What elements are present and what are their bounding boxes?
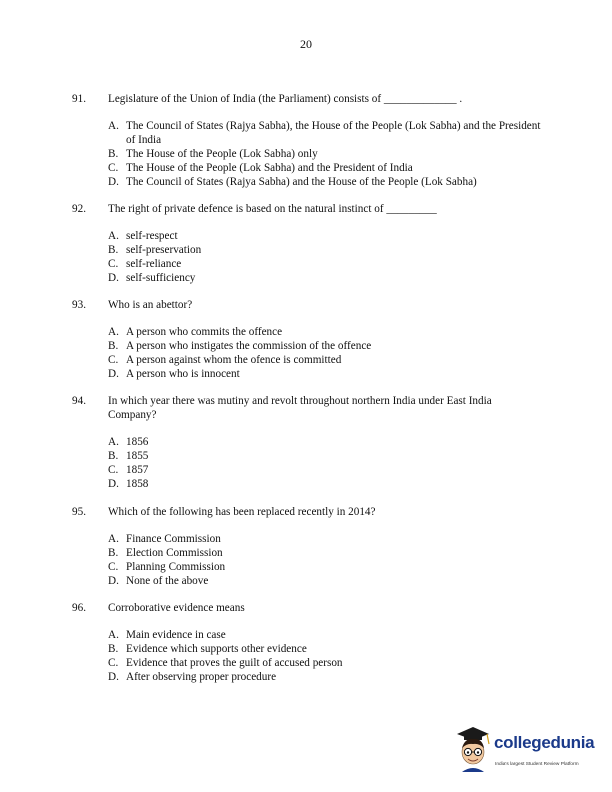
question-92 — [72, 202, 542, 285]
option-letter: C. — [108, 464, 119, 476]
option-letter: D. — [108, 368, 119, 380]
question-number: 92. — [72, 203, 86, 215]
option-letter: A. — [108, 533, 119, 545]
option-text: Election Commission — [126, 547, 223, 559]
option-letter: B. — [108, 547, 119, 559]
option-text: The House of the People (Lok Sabha) only — [126, 148, 318, 160]
option-text: After observing proper procedure — [126, 671, 277, 683]
option-letter: C. — [108, 258, 119, 270]
option-text: None of the above — [126, 575, 209, 587]
question-text: Legislature of the Union of India (the Parliament) consists of _____________ . — [108, 93, 463, 105]
option-text: Main evidence in case — [126, 629, 226, 641]
option-letter: C. — [108, 354, 119, 366]
option-c — [108, 257, 542, 271]
option-letter: A. — [108, 629, 119, 641]
options-list — [108, 435, 542, 491]
option-letter: D. — [108, 671, 119, 683]
option-a — [108, 532, 542, 546]
option-letter: D. — [108, 575, 119, 587]
option-text: A person who commits the offence — [126, 326, 283, 338]
option-c — [108, 656, 542, 670]
option-b — [108, 546, 542, 560]
option-letter: B. — [108, 340, 119, 352]
question-91 — [72, 92, 542, 189]
question-number: 95. — [72, 506, 86, 518]
option-letter: C. — [108, 657, 119, 669]
options-list — [108, 532, 542, 588]
option-a — [108, 325, 542, 339]
option-c — [108, 560, 542, 574]
question-text: In which year there was mutiny and revolt throughout northern India under East India Company? — [108, 395, 492, 421]
question-text: Which of the following has been replaced recently in 2014? — [108, 506, 376, 518]
option-text: 1857 — [126, 464, 149, 476]
collegedunia-logo — [453, 724, 603, 774]
option-letter: B. — [108, 244, 119, 256]
option-a — [108, 628, 542, 642]
option-d — [108, 477, 542, 491]
option-letter: B. — [108, 450, 119, 462]
option-c — [108, 463, 542, 477]
question-number: 96. — [72, 602, 86, 614]
option-d — [108, 367, 542, 381]
option-letter: A. — [108, 120, 119, 132]
option-b — [108, 243, 542, 257]
option-letter: D. — [108, 272, 119, 284]
option-text: self-preservation — [126, 244, 202, 256]
option-d — [108, 574, 542, 588]
logo-name: collegedunia — [494, 733, 595, 752]
logo-tagline: India's largest Student Review Platform — [495, 762, 579, 767]
option-c — [108, 353, 542, 367]
option-letter: B. — [108, 148, 119, 160]
option-text: Evidence that proves the guilt of accused person — [126, 657, 343, 669]
option-text: Planning Commission — [126, 561, 226, 573]
page-number: 20 — [300, 37, 312, 51]
option-a — [108, 229, 542, 243]
option-d — [108, 670, 542, 684]
option-text: 1855 — [126, 450, 149, 462]
option-text: Evidence which supports other evidence — [126, 643, 307, 655]
question-number: 93. — [72, 299, 86, 311]
question-96 — [72, 601, 542, 684]
option-letter: A. — [108, 326, 119, 338]
options-list — [108, 229, 542, 285]
option-d — [108, 175, 542, 189]
option-letter: D. — [108, 478, 119, 490]
question-text: The right of private defence is based on the natural instinct of _________ — [108, 203, 437, 215]
option-text: Finance Commission — [126, 533, 221, 545]
option-letter: B. — [108, 643, 119, 655]
question-93 — [72, 298, 542, 381]
option-b — [108, 147, 542, 161]
option-text: self-sufficiency — [126, 272, 196, 284]
option-text: A person who is innocent — [126, 368, 240, 380]
option-c — [108, 161, 542, 175]
option-text: A person who instigates the commission of the offence — [126, 340, 372, 352]
option-b — [108, 339, 542, 353]
option-letter: D. — [108, 176, 119, 188]
option-text: The House of the People (Lok Sabha) and the President of India — [126, 162, 413, 174]
question-number: 94. — [72, 395, 86, 407]
question-number: 91. — [72, 93, 86, 105]
option-letter: C. — [108, 162, 119, 174]
option-letter: C. — [108, 561, 119, 573]
mascot-icon — [453, 724, 493, 774]
question-95 — [72, 505, 542, 588]
option-text: self-reliance — [126, 258, 182, 270]
option-text: The Council of States (Rajya Sabha), the House of the People (Lok Sabha) and the President of India — [126, 120, 541, 146]
question-text: Who is an abettor? — [108, 299, 193, 311]
option-letter: A. — [108, 230, 119, 242]
question-94 — [72, 394, 542, 491]
options-list — [108, 119, 542, 189]
option-a — [108, 435, 542, 449]
option-text: A person against whom the ofence is committed — [126, 354, 342, 366]
option-text: 1856 — [126, 436, 149, 448]
options-list — [108, 325, 542, 381]
options-list — [108, 628, 542, 684]
option-letter: A. — [108, 436, 119, 448]
option-a — [108, 119, 542, 147]
option-text: self-respect — [126, 230, 178, 242]
option-b — [108, 642, 542, 656]
option-text: 1858 — [126, 478, 149, 490]
option-d — [108, 271, 542, 285]
question-text: Corroborative evidence means — [108, 602, 245, 614]
option-text: The Council of States (Rajya Sabha) and the House of the People (Lok Sabha) — [126, 176, 477, 188]
option-b — [108, 449, 542, 463]
